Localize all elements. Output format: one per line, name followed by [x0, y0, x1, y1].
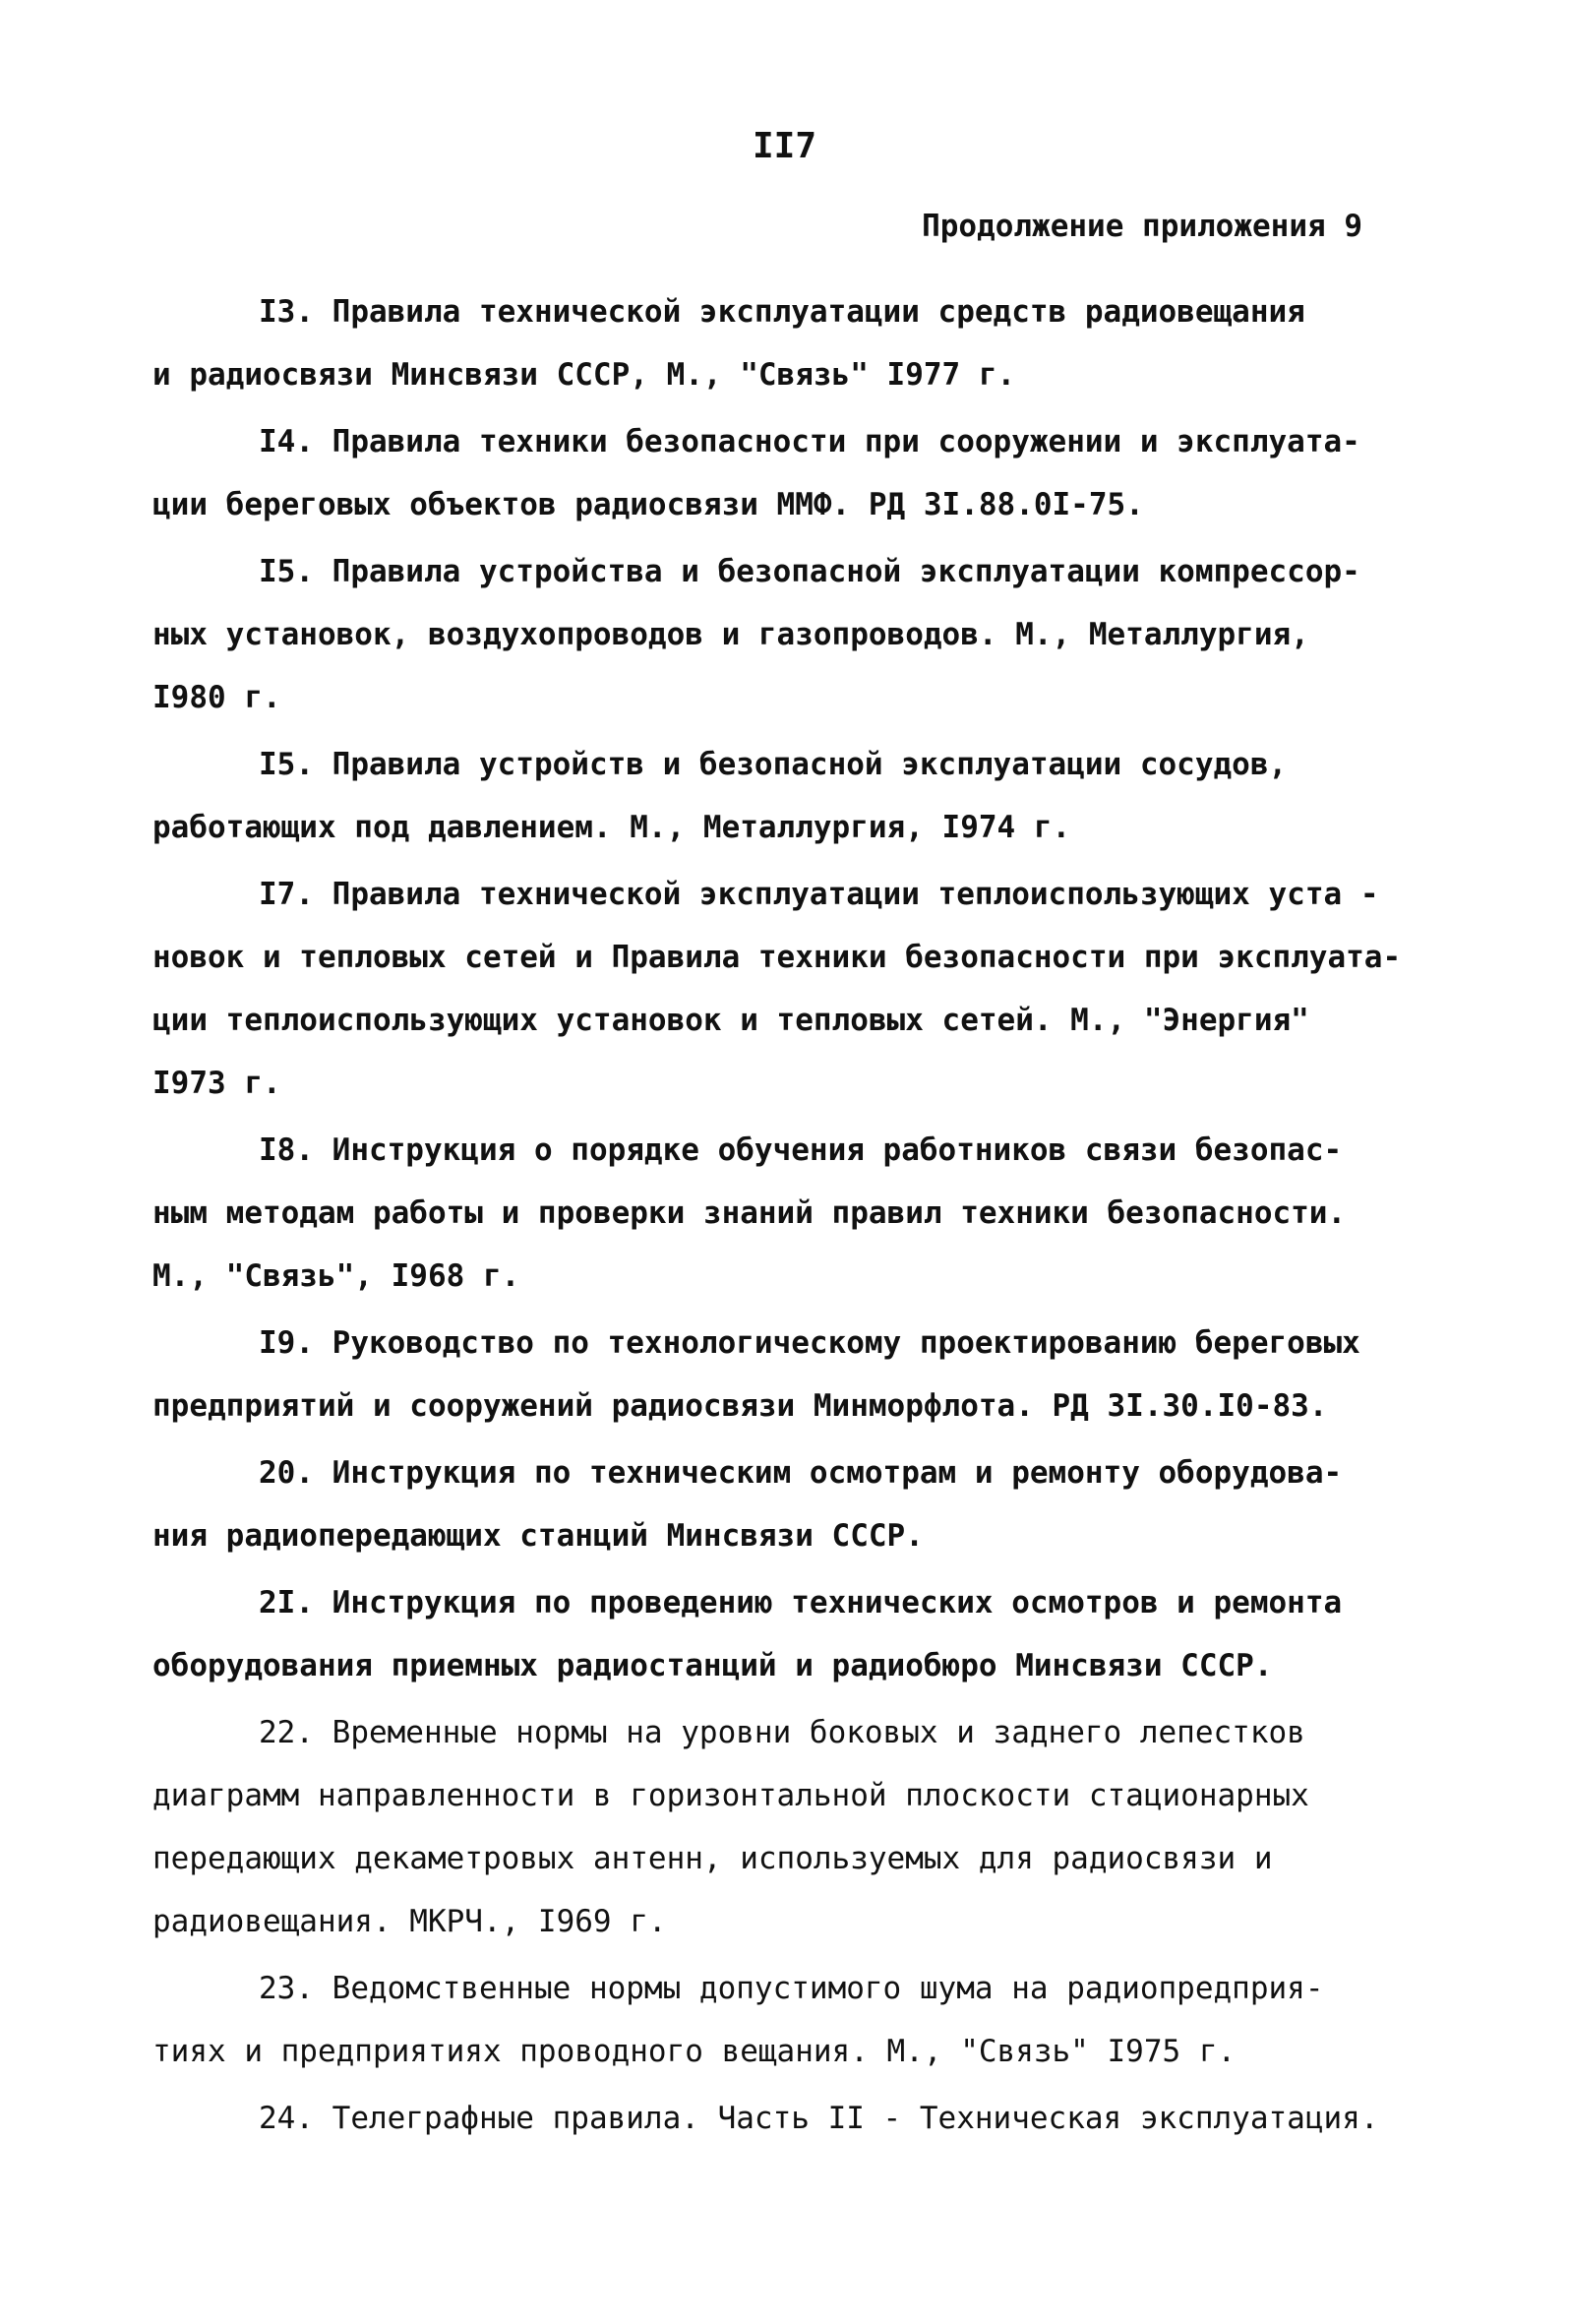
reference-line: 2I. Инструкция по проведению технических осмотров и ремонта [259, 1585, 1343, 1621]
reference-line: 24. Телеграфные правила. Часть II - Техническая эксплуатация. [259, 2101, 1379, 2136]
reference-line: I5. Правила устройства и безопасной эксплуатации компрессор- [259, 554, 1360, 589]
reference-line: тиях и предприятиях проводного вещания. М., "Связь" I975 г. [152, 2034, 1237, 2069]
reference-line: 23. Ведомственные нормы допустимого шума на радиопредприя- [259, 1971, 1324, 2006]
reference-line: 22. Временные нормы на уровни боковых и заднего лепестков [259, 1715, 1305, 1750]
reference-line: новок и тепловых сетей и Правила техники безопасности при эксплуата- [152, 940, 1402, 975]
reference-entry [152, 280, 1451, 406]
reference-entry [152, 863, 1451, 1115]
reference-line: ции береговых объектов радиосвязи ММФ. РД 3I.88.0I-75. [152, 487, 1144, 522]
reference-entry [152, 1441, 1451, 1567]
reference-entry [152, 1701, 1451, 1953]
reference-line: диаграмм направленности в горизонтальной плоскости стационарных [152, 1778, 1309, 1813]
reference-entry [152, 1571, 1451, 1697]
reference-line: I7. Правила технической эксплуатации теплоиспользующих уста - [259, 877, 1379, 912]
reference-line: I973 г. [152, 1066, 281, 1101]
reference-line: М., "Связь", I968 г. [152, 1258, 520, 1294]
reference-line: I9. Руководство по технологическому проектированию береговых [259, 1325, 1360, 1361]
reference-entry [152, 1312, 1451, 1437]
reference-line: и радиосвязи Минсвязи СССР, М., "Связь" I977 г. [152, 357, 1016, 393]
reference-line: передающих декаметровых антенн, используемых для радиосвязи и [152, 1841, 1273, 1876]
reference-entry [152, 1957, 1451, 2083]
reference-line: I980 г. [152, 680, 281, 715]
reference-line: 20. Инструкция по техническим осмотрам и ремонту оборудова- [259, 1455, 1343, 1491]
reference-line: предприятий и сооружений радиосвязи Минморфлота. РД 3I.30.I0-83. [152, 1388, 1328, 1424]
reference-entry [152, 733, 1451, 859]
reference-entry [152, 1119, 1451, 1308]
reference-line: I5. Правила устройств и безопасной эксплуатации сосудов, [259, 747, 1288, 782]
reference-line: I8. Инструкция о порядке обучения работников связи безопас- [259, 1132, 1343, 1168]
reference-line: ным методам работы и проверки знаний правил техники безопасности. [152, 1195, 1347, 1231]
reference-line: I4. Правила техники безопасности при сооружении и эксплуата- [259, 424, 1360, 459]
continuation-label: Продолжение приложения 9 [922, 209, 1362, 244]
reference-list [152, 280, 1451, 2154]
reference-entry [152, 2087, 1451, 2150]
reference-entry [152, 540, 1451, 729]
reference-line: ции теплоиспользующих установок и тепловых сетей. М., "Энергия" [152, 1003, 1309, 1038]
reference-line: оборудования приемных радиостанций и радиобюро Минсвязи СССР. [152, 1648, 1273, 1683]
reference-line: радиовещания. МКРЧ., I969 г. [152, 1904, 667, 1939]
reference-line: I3. Правила технической эксплуатации средств радиовещания [259, 294, 1305, 330]
reference-entry [152, 410, 1451, 536]
reference-line: ния радиопередающих станций Минсвязи СССР. [152, 1518, 924, 1554]
page-number: II7 [752, 126, 817, 166]
reference-line: ных установок, воздухопроводов и газопроводов. М., Металлургия, [152, 617, 1309, 652]
reference-line: работающих под давлением. М., Металлургия, I974 г. [152, 810, 1071, 845]
